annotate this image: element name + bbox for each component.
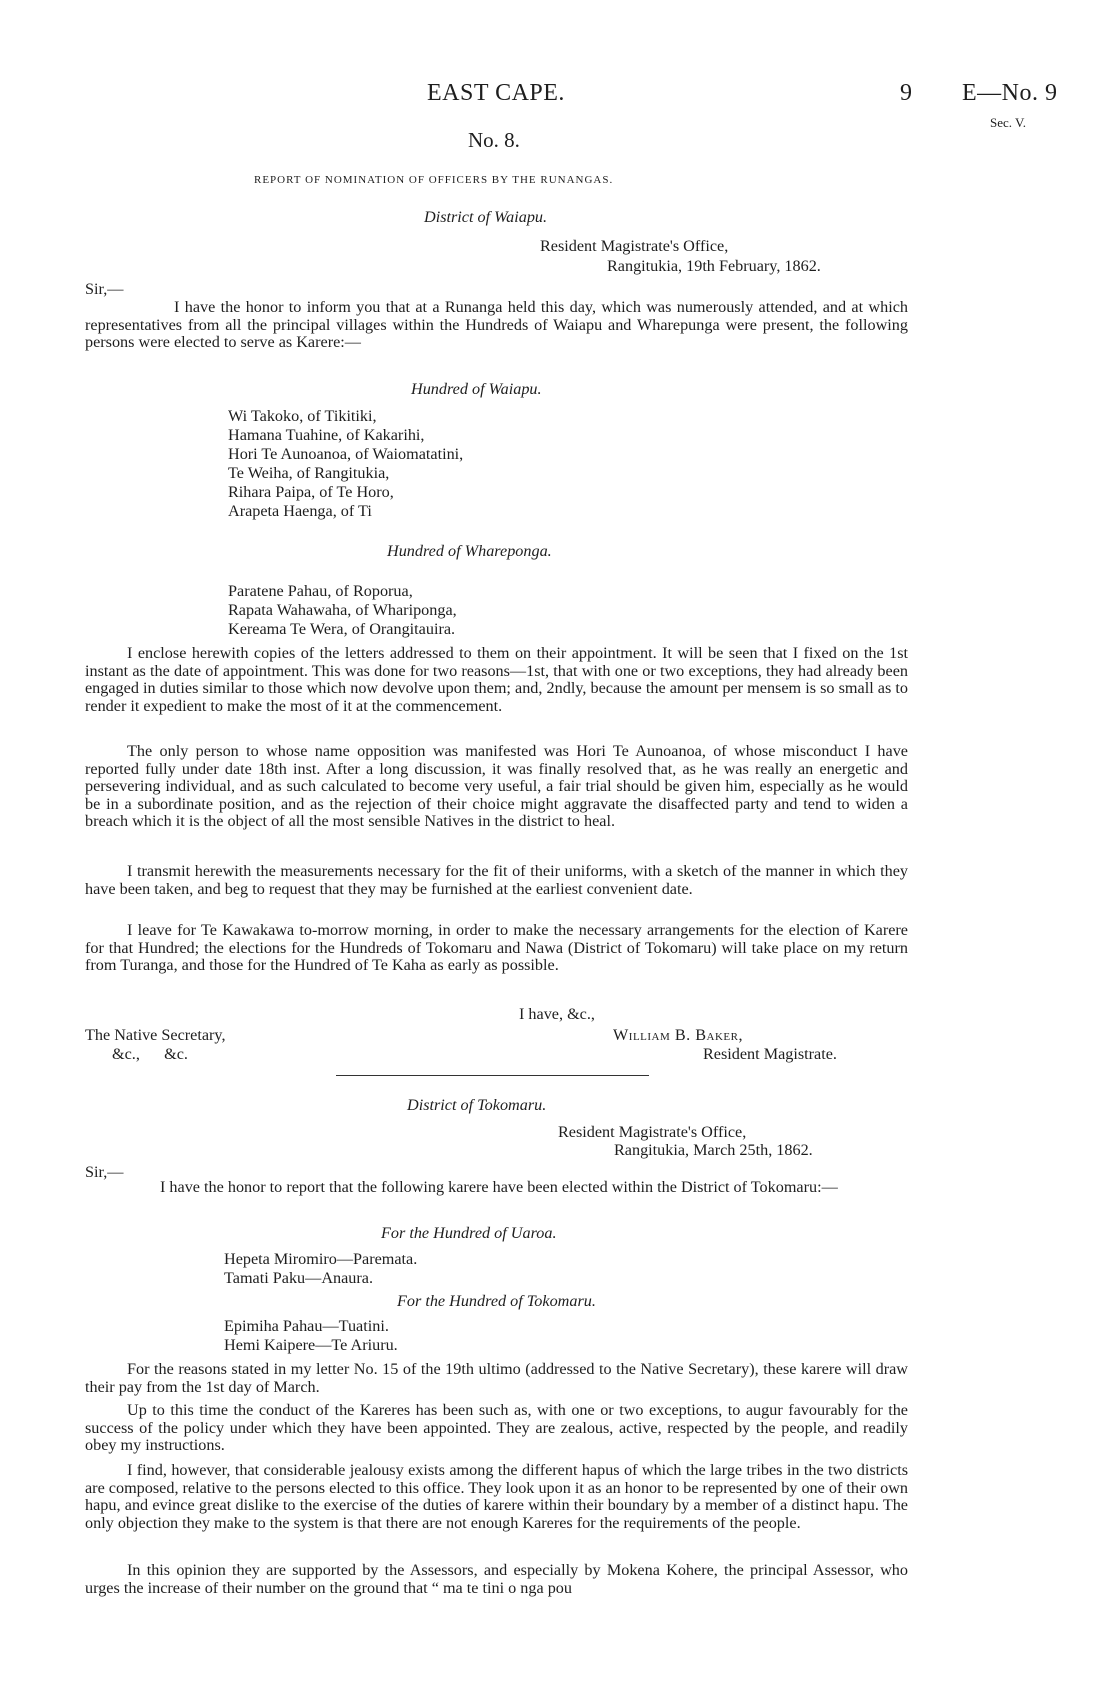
letter2-paragraph-2: Up to this time the conduct of the Kareres has been such as, with one or two exceptions, to augur favourably for the success of the policy under which they have been appointed. They are zealous, active, respected by the people, and readily obey my instructions. — [85, 1401, 908, 1455]
section-divider — [336, 1075, 649, 1076]
letter1-addressee-2: &c., &c. — [112, 1045, 188, 1063]
list-item: Tamati Paku—Anaura. — [224, 1269, 374, 1287]
letter1-district: District of Waiapu. — [424, 208, 548, 226]
letter1-signature: William B. Baker, — [613, 1026, 743, 1044]
list-item: Hepeta Miromiro—Paremata. — [224, 1250, 418, 1268]
letter1-addressee-1: The Native Secretary, — [85, 1026, 226, 1044]
list-item: Arapeta Haenga, of Ti — [228, 502, 372, 520]
hundred-uaroa-list — [224, 1250, 417, 1288]
letter2-district: District of Tokomaru. — [407, 1096, 547, 1114]
hundred-whareponga-title: Hundred of Whareponga. — [387, 542, 552, 560]
hundred-tokomaru-title: For the Hundred of Tokomaru. — [397, 1292, 596, 1310]
paper-reference: E—No. 9 — [962, 80, 1058, 106]
hundred-tokomaru-list — [224, 1317, 398, 1355]
letter1-paragraph-3: I transmit herewith the measurements necessary for the fit of their uniforms, with a sketch of the manner in which they have been taken, and beg to request that they may be furnished at the earliest convenient date. — [85, 862, 908, 898]
letter1-closing: I have, &c., — [519, 1005, 595, 1023]
list-item: Epimiha Pahau—Tuatini. — [224, 1317, 389, 1335]
list-item: Rapata Wahawaha, of Whariponga, — [228, 601, 457, 619]
list-item: Hemi Kaipere—Te Ariuru. — [224, 1336, 398, 1354]
hundred-whareponga-list — [228, 582, 457, 639]
list-item: Kereama Te Wera, of Orangitauira. — [228, 620, 456, 638]
letter1-address-line2: Rangitukia, 19th February, 1862. — [607, 257, 821, 275]
list-item: Rihara Paipa, of Te Horo, — [228, 483, 394, 501]
letter1-signature-title: Resident Magistrate. — [703, 1045, 837, 1063]
list-item: Hori Te Aunoanoa, of Waiomatatini, — [228, 445, 464, 463]
hundred-waiapu-title: Hundred of Waiapu. — [411, 380, 542, 398]
letter2-salutation: Sir,— — [85, 1163, 124, 1181]
letter1-paragraph-1: I enclose herewith copies of the letters addressed to them on their appointment. It will be seen that I fixed on the 1st instant as the date of appointment. This was done for two reasons—1st, that with one or two exceptions, they had already been engaged in duties similar to those which now devolve upon them; and, 2ndly, because the amount per mensem is so small as to render it expedient to make the most of it at the commencement. — [85, 644, 908, 715]
list-item: Te Weiha, of Rangitukia, — [228, 464, 390, 482]
letter2-paragraph-1: For the reasons stated in my letter No. 15 of the 19th ultimo (addressed to the Native Secretary), these karere will draw their pay from the 1st day of March. — [85, 1360, 908, 1396]
hundred-uaroa-title: For the Hundred of Uaroa. — [381, 1224, 557, 1242]
list-item: Paratene Pahau, of Roporua, — [228, 582, 413, 600]
list-item: Hamana Tuahine, of Kakarihi, — [228, 426, 425, 444]
running-title: EAST CAPE. — [427, 80, 565, 106]
page-number: 9 — [900, 80, 913, 106]
letter2-paragraph-4: In this opinion they are supported by the Assessors, and especially by Mokena Kohere, the principal Assessor, who urges the increase of their number on the ground that “ ma te tini o nga pou — [85, 1561, 908, 1597]
document-heading: REPORT OF NOMINATION OF OFFICERS BY THE RUNANGAS. — [254, 174, 614, 186]
document-number: No. 8. — [468, 128, 520, 152]
letter2-address-line2: Rangitukia, March 25th, 1862. — [614, 1141, 813, 1159]
letter1-paragraph-4: I leave for Te Kawakawa to-morrow morning, in order to make the necessary arrangements for the election of Karere for that Hundred; the elections for the Hundreds of Tokomaru and Nawa (District of Tokomaru) will take place on my return from Turanga, and those for the Hundred of Te Kaha as early as possible. — [85, 921, 908, 975]
letter1-opening: I have the honor to inform you that at a Runanga held this day, which was numerously attended, and at which representatives from all the principal villages within the Hundreds of Waiapu and Wharepunga were present, the following persons were elected to serve as Karere:— — [85, 298, 908, 352]
hundred-waiapu-list — [228, 407, 463, 521]
letter1-paragraph-2: The only person to whose name opposition was manifested was Hori Te Aunoanoa, of whose misconduct I have reported fully under date 18th inst. After a long discussion, it was finally resolved that, as he was really an energetic and persevering individual, and as such calculated to become very useful, a fair trial should be given him, especially as he would be in a subordinate position, and as the rejection of their choice might aggravate the disaffected party and tend to widen a breach which it is the object of all the most sensible Natives in the district to heal. — [85, 742, 908, 831]
section-label: Sec. V. — [990, 115, 1026, 130]
letter1-address-line1: Resident Magistrate's Office, — [540, 237, 729, 255]
letter2-opening: I have the honor to report that the following karere have been elected within the District of Tokomaru:— — [160, 1178, 838, 1196]
letter2-paragraph-3: I find, however, that considerable jealousy exists among the different hapus of which the large tribes in the two districts are composed, relative to the persons elected to this office. They look upon it as an honor to be represented by one of their own hapu, and evince great dislike to the exercise of the duties of karere within their boundary by a member of a distinct hapu. The only objection they make to the system is that there are not enough Kareres for the requirements of the people. — [85, 1461, 908, 1532]
letter2-address-line1: Resident Magistrate's Office, — [558, 1123, 747, 1141]
list-item: Wi Takoko, of Tikitiki, — [228, 407, 377, 425]
letter1-salutation: Sir,— — [85, 280, 124, 298]
